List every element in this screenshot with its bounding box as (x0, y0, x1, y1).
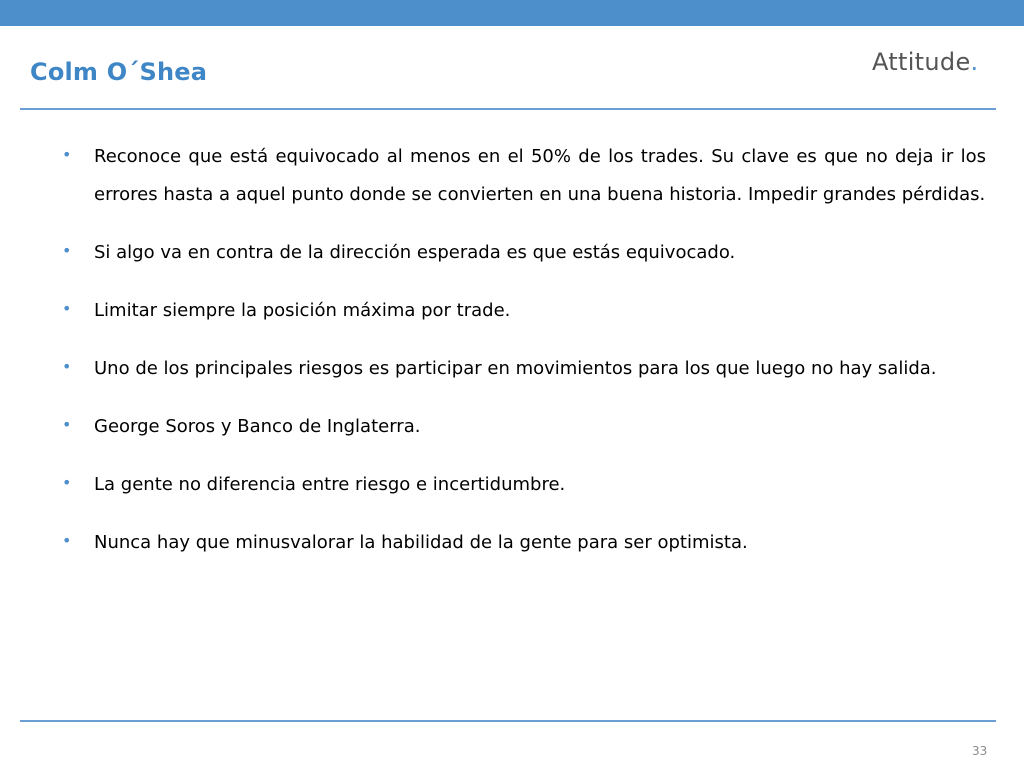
bullet-item (62, 350, 986, 388)
bullet-text: Nunca hay que minusvalorar la habilidad de la gente para ser optimista. (94, 532, 748, 553)
bullet-text: Limitar siempre la posición máxima por trade. (94, 300, 511, 321)
footer-divider (20, 720, 996, 722)
bullet-item (62, 524, 986, 562)
attitude-logo (872, 48, 978, 76)
bullet-item (62, 234, 986, 272)
top-accent-bar (0, 0, 1024, 26)
logo-dot: . (970, 48, 979, 76)
bullet-text: George Soros y Banco de Inglaterra. (94, 416, 421, 437)
bullet-point-icon: • (62, 357, 72, 376)
bullet-list (62, 138, 986, 582)
bullet-text: Reconoce que está equivocado al menos en el 50% de los trades. Su clave es que no deja ir los errores hasta a aquel punto donde se convierten en una buena historia. Impedir grandes pérdidas. (94, 146, 986, 205)
bullet-item (62, 292, 986, 330)
logo-text: Attitude (872, 48, 971, 76)
bullet-item (62, 138, 986, 214)
slide-title: Colm O´Shea (30, 58, 208, 86)
page-number: 33 (972, 744, 988, 758)
bullet-point-icon: • (62, 473, 72, 492)
bullet-point-icon: • (62, 145, 72, 164)
bullet-point-icon: • (62, 531, 72, 550)
bullet-point-icon: • (62, 415, 72, 434)
bullet-item (62, 466, 986, 504)
bullet-text: Uno de los principales riesgos es participar en movimientos para los que luego no hay salida. (94, 358, 937, 379)
bullet-item (62, 408, 986, 446)
bullet-point-icon: • (62, 299, 72, 318)
bullet-point-icon: • (62, 241, 72, 260)
header-divider (20, 108, 996, 110)
bullet-text: La gente no diferencia entre riesgo e incertidumbre. (94, 474, 566, 495)
bullet-text: Si algo va en contra de la dirección esperada es que estás equivocado. (94, 242, 736, 263)
